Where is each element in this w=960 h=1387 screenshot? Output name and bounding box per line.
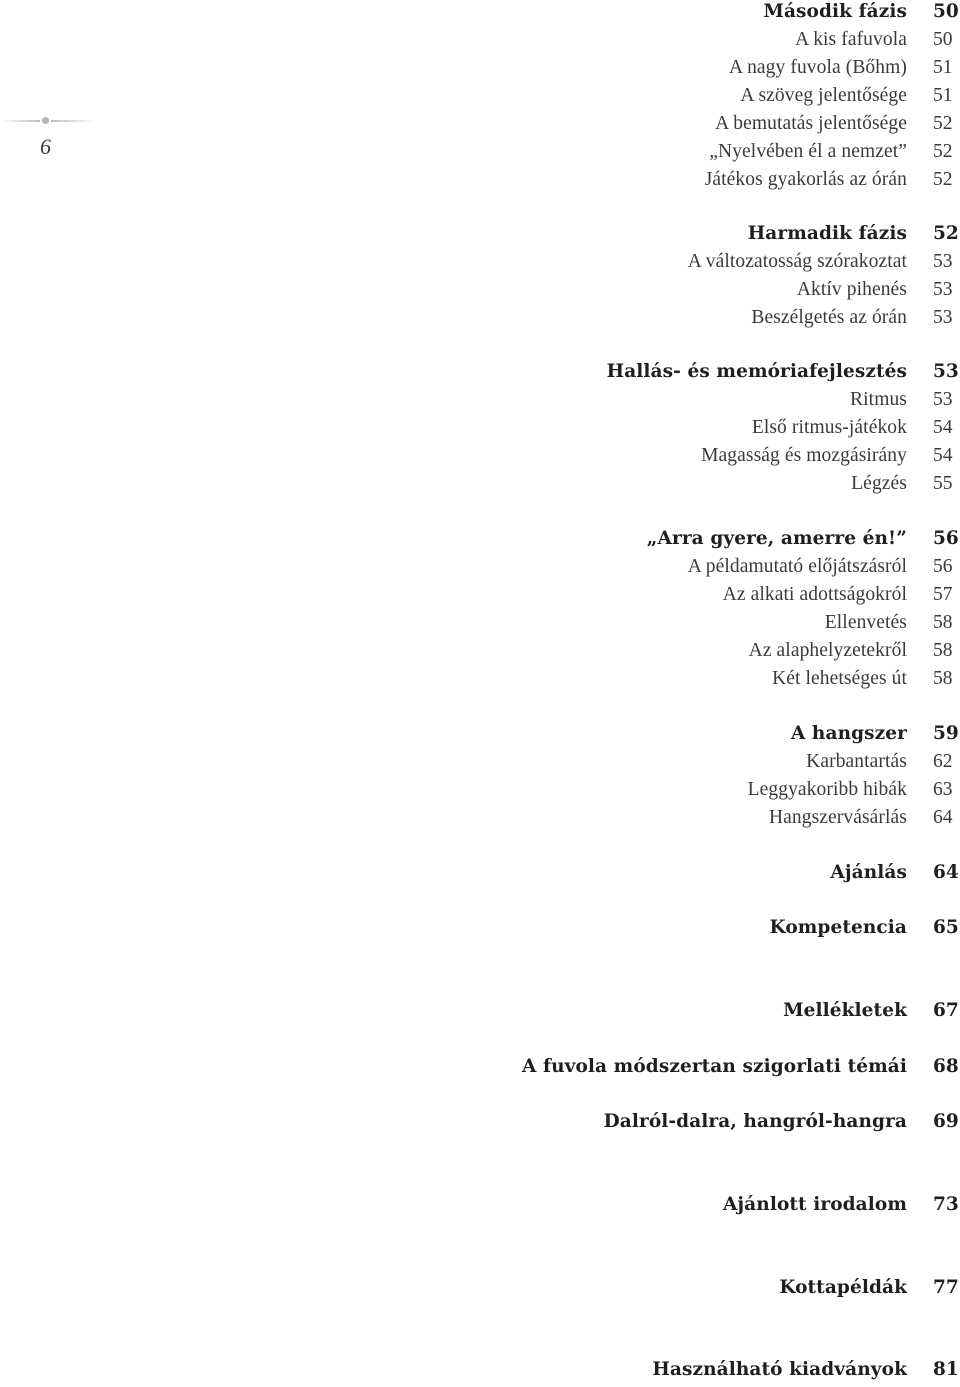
toc-entry-page: 51 (933, 85, 953, 106)
toc-entry-page: 58 (933, 612, 953, 633)
toc-heading-title: A fuvola módszertan szigorlati témái (522, 1056, 907, 1077)
toc-heading-hallas[interactable] (0, 360, 960, 388)
toc-heading-arra-gyere[interactable] (0, 527, 960, 555)
toc-heading-title: Ajánlott irodalom (722, 1194, 907, 1215)
page-number: 6 (40, 134, 51, 159)
toc-entry-page: 54 (933, 417, 953, 438)
toc-entry[interactable] (0, 56, 960, 84)
toc-entry[interactable] (0, 667, 960, 695)
toc-heading-page: 81 (933, 1359, 959, 1380)
toc-entry-title: Beszélgetés az órán (751, 307, 907, 328)
toc-entry-title: Karbantartás (806, 751, 907, 772)
toc-entry-page: 52 (933, 141, 953, 162)
toc-heading-szigorlati-temai[interactable] (0, 1055, 960, 1083)
toc-entry[interactable] (0, 806, 960, 834)
toc-entry-title: Légzés (851, 473, 907, 494)
toc-entry-title: „Nyelvében él a nemzet” (709, 141, 907, 162)
toc-entry[interactable] (0, 28, 960, 56)
toc-entry-title: Első ritmus-játékok (751, 417, 907, 438)
toc-heading-page: 68 (933, 1056, 959, 1077)
toc-heading-page: 53 (933, 361, 959, 382)
toc-entry[interactable] (0, 112, 960, 140)
toc-entry-title: Két lehetséges út (772, 668, 907, 689)
toc-heading-title: „Arra gyere, amerre én!” (646, 528, 907, 549)
toc-entry[interactable] (0, 416, 960, 444)
toc-heading-ajanlott-irodalom[interactable] (0, 1193, 960, 1221)
toc-entry[interactable] (0, 750, 960, 778)
toc-entry-title: Hangszervásárlás (768, 807, 907, 828)
toc-heading-page: 56 (933, 528, 959, 549)
toc-entry-page: 52 (933, 169, 953, 190)
toc-heading-title: Mellékletek (783, 1000, 907, 1021)
toc-entry-page: 50 (933, 29, 953, 50)
toc-entry-title: Játékos gyakorlás az órán (704, 169, 907, 190)
toc-entry[interactable] (0, 278, 960, 306)
toc-entry[interactable] (0, 84, 960, 112)
toc-entry[interactable] (0, 444, 960, 472)
toc-heading-page: 77 (933, 1277, 959, 1298)
toc-heading-kompetencia[interactable] (0, 916, 960, 944)
toc-entry[interactable] (0, 583, 960, 611)
toc-entry[interactable] (0, 778, 960, 806)
toc-heading-kottapeldak[interactable] (0, 1276, 960, 1304)
toc-heading-page: 64 (933, 862, 959, 883)
toc-entry-title: Aktív pihenés (796, 279, 907, 300)
toc-heading-mellekletek[interactable] (0, 999, 960, 1027)
toc-heading-title: Ajánlás (830, 862, 907, 883)
toc-entry-page: 64 (933, 807, 953, 828)
toc-heading-page: 67 (933, 1000, 959, 1021)
toc-heading-page: 65 (933, 917, 959, 938)
toc-heading-title: Dalról-dalra, hangról-hangra (603, 1111, 907, 1132)
toc-entry-title: Magasság és mozgásirány (701, 445, 907, 466)
toc-entry-page: 55 (933, 473, 953, 494)
toc-entry-page: 63 (933, 779, 953, 800)
toc-heading-title: Kompetencia (769, 917, 907, 938)
toc-heading-masodik-fazis[interactable] (0, 0, 960, 28)
toc-entry-title: Ritmus (850, 389, 907, 410)
toc-entry-page: 58 (933, 668, 953, 689)
toc-entry-page: 54 (933, 445, 953, 466)
toc-entry[interactable] (0, 168, 960, 196)
toc-entry-title: A szöveg jelentősége (740, 85, 907, 106)
toc-entry[interactable] (0, 388, 960, 416)
toc-entry-page: 58 (933, 640, 953, 661)
toc-entry[interactable] (0, 140, 960, 168)
toc-heading-page: 59 (933, 723, 959, 744)
toc-heading-page: 69 (933, 1111, 959, 1132)
toc-entry[interactable] (0, 306, 960, 334)
toc-entry-title: A példamutató előjátszásról (687, 556, 907, 577)
toc-entry[interactable] (0, 250, 960, 278)
toc-entry-title: A nagy fuvola (Bőhm) (728, 57, 907, 78)
toc-heading-title: Használható kiadványok (652, 1359, 907, 1380)
toc-heading-hangszer[interactable] (0, 722, 960, 750)
toc-entry-page: 57 (933, 584, 953, 605)
toc-heading-page: 73 (933, 1194, 959, 1215)
toc-entry-title: Az alkati adottságokról (722, 584, 907, 605)
toc-entry-title: A változatosság szórakoztat (687, 251, 907, 272)
toc-entry[interactable] (0, 611, 960, 639)
toc-entry[interactable] (0, 555, 960, 583)
toc-entry-title: Az alaphelyzetekről (748, 640, 907, 661)
toc-entry-page: 56 (933, 556, 953, 577)
toc-heading-title: Hallás- és memóriafejlesztés (606, 361, 907, 382)
toc-entry-page: 62 (933, 751, 953, 772)
toc-entry-page: 53 (933, 389, 953, 410)
toc-entry-page: 53 (933, 251, 953, 272)
toc-heading-ajanlas[interactable] (0, 861, 960, 889)
toc-entry-page: 52 (933, 113, 953, 134)
toc-entry-title: A kis fafuvola (795, 29, 907, 50)
toc-entry-page: 51 (933, 57, 953, 78)
toc-entry-page: 53 (933, 279, 953, 300)
toc-heading-dalrol-dalra[interactable] (0, 1110, 960, 1138)
toc-heading-title: Második fázis (763, 1, 907, 22)
toc-entry-title: Leggyakoribb hibák (747, 779, 907, 800)
toc-entry-page: 53 (933, 307, 953, 328)
toc-heading-harmadik-fazis[interactable] (0, 222, 960, 250)
toc-entry-title: A bemutatás jelentősége (715, 113, 907, 134)
toc-heading-page: 52 (933, 223, 959, 244)
toc-entry[interactable] (0, 472, 960, 500)
toc-entry[interactable] (0, 639, 960, 667)
toc-heading-title: A hangszer (790, 723, 907, 744)
toc-entry-title: Ellenvetés (824, 612, 907, 633)
toc-heading-hasznalhato-kiadvanyok[interactable] (0, 1358, 960, 1386)
toc-heading-title: Kottapéldák (779, 1277, 907, 1298)
toc-heading-page: 50 (933, 1, 959, 22)
toc-heading-title: Harmadik fázis (747, 223, 907, 244)
